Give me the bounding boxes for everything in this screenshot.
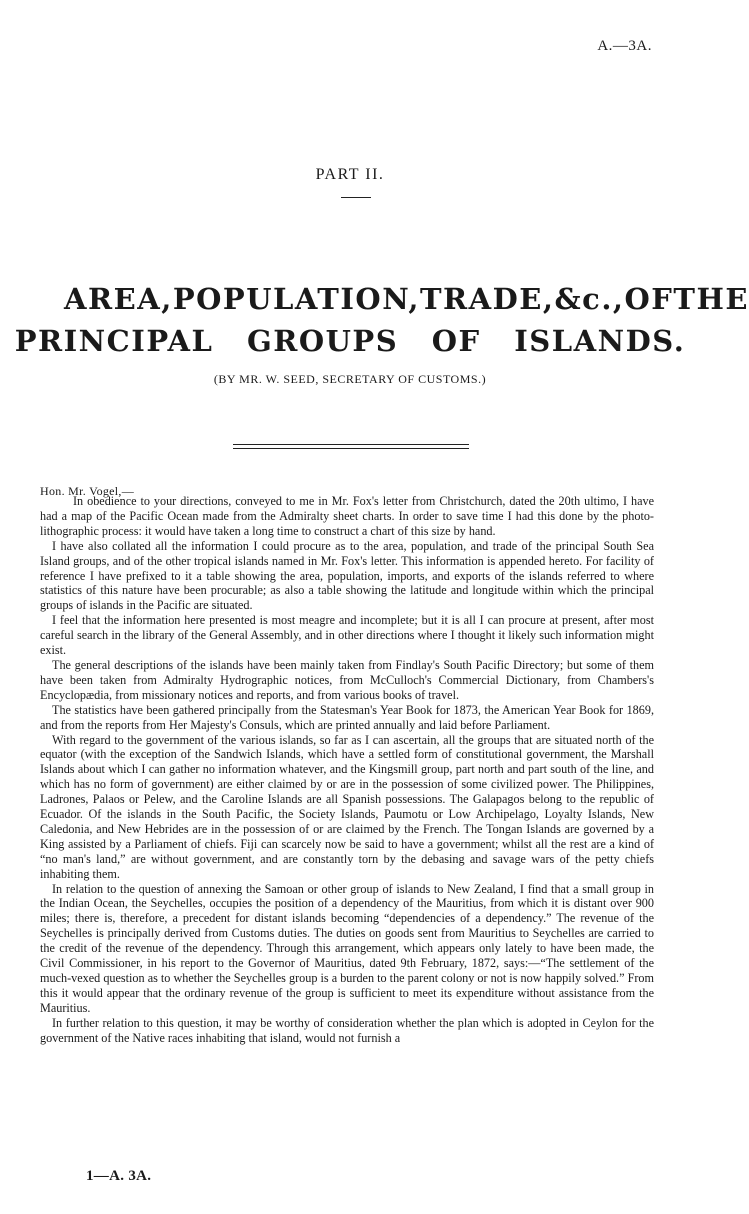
salutation: Hon. Mr. Vogel,— [40, 484, 135, 498]
double-rule-divider [233, 444, 469, 449]
paragraph: In obedience to your directions, conveyed to me in Mr. Fox's letter from Christchurch, dated the 20th ultimo, I have had a map of the Pacific Ocean made from the Admiralty sheet charts. In order to save time I had this done by the photo-lithographic process: it would have taken a long time to construct a chart of this size by hand. [40, 494, 654, 538]
paragraph: With regard to the government of the various islands, so far as I can ascertain, all the groups that are situated north of the equator (with the exception of the Sandwich Islands, which have a settled form of constitutional government, the Marshall Islands about which I can gather no information whatever, and the Kingsmill group, part north and part south of the line, and which has no form of government) are either claimed by or are in the possession of some civilized power. The Philippines, Ladrones, Palaos or Pelew, and the Caroline Islands are all Spanish possessions. The Galapagos belong to the republic of Ecuador. Of the islands in the South Pacific, the Society Islands, Paumotu or Low Archipelago, Loyalty Islands, New Caledonia, and New Hebrides are in the possession of or are claimed by the French. The Tongan Islands are governed by a King assisted by a Parliament of chiefs. Fiji can scarcely now be said to have a government; whilst all the rest are a kind of “no man's land,” are without government, and are constantly torn by the debasing and savage wars of the petty chiefs inhabiting them. [40, 732, 654, 881]
title-word: OF [624, 282, 674, 316]
title-word: &c., [554, 282, 625, 316]
paragraph: The statistics have been gathered principally from the Statesman's Year Book for 1873, the American Year Book for 1869, and from the reports from Her Majesty's Consuls, which are printed annually and laid before Parliament. [40, 702, 654, 732]
signature-mark: 1—A. 3A. [86, 1168, 152, 1184]
part-heading: PART II. [315, 166, 385, 183]
page-reference: A.—3A. [597, 38, 652, 54]
paragraph: I feel that the information here presented is most meagre and incomplete; but it is all I can procure at present, after most careful search in the library of the General Assembly, and in other directions where I thought it likely such information might exist. [40, 613, 654, 658]
title-word: AREA, [64, 282, 173, 316]
title-line-2: PRINCIPAL GROUPS OF ISLANDS. [14, 324, 686, 358]
paragraph: In further relation to this question, it may be worthy of consideration whether the plan which is adopted in Ceylon for the government of the Native races inhabiting that island, would not furnish a [40, 1015, 654, 1045]
title-line-1 [64, 282, 749, 316]
letter-body [40, 494, 654, 1046]
title-word: THE [673, 282, 749, 316]
short-rule-divider [341, 197, 371, 198]
byline: (BY MR. W. SEED, SECRETARY OF CUSTOMS.) [213, 372, 487, 386]
paragraph: The general descriptions of the islands have been mainly taken from Findlay's South Pacific Directory; but some of them have been taken from Admiralty Hydrographic notices, from McCulloch's Commercial Dictionary, from Chambers's Encyclopædia, from missionary notices and reports, and from various books of travel. [40, 657, 654, 702]
paragraph: In relation to the question of annexing the Samoan or other group of islands to New Zealand, I find that a small group in the Indian Ocean, the Seychelles, occupies the position of a dependency of the Mauritius, from which it is distant over 900 miles; there is, therefore, a precedent for distant islands becoming “dependencies of a dependency.” The revenue of the Seychelles is principally derived from Customs duties. The duties on goods sent from Mauritius to Seychelles are carried to the credit of the revenue of the dependency. Through this arrangement, which appears only lately to have been made, the Civil Commissioner, in his report to the Governor of Mauritius, dated 9th February, 1872, says:—“The settlement of the much-vexed question as to whether the Seychelles group is a burden to the parent colony or not is now happily solved.” From this it would appear that the ordinary revenue of the group is sufficient to meet its expenditure without assistance from the Mauritius. [40, 881, 654, 1015]
title-word: POPULATION, [172, 282, 420, 316]
title-word: TRADE, [419, 282, 555, 316]
paragraph: I have also collated all the information I could procure as to the area, population, and trade of the principal South Sea Island groups, and of the other tropical islands named in Mr. Fox's letter. This information is appended hereto. For facility of reference I have prefixed to it a table showing the area, population, imports, and exports of the islands referred to where statistics of this nature have been procurable; as also a table showing the latitude and longitude within which the principal groups of islands in the Pacific are situated. [40, 538, 654, 613]
